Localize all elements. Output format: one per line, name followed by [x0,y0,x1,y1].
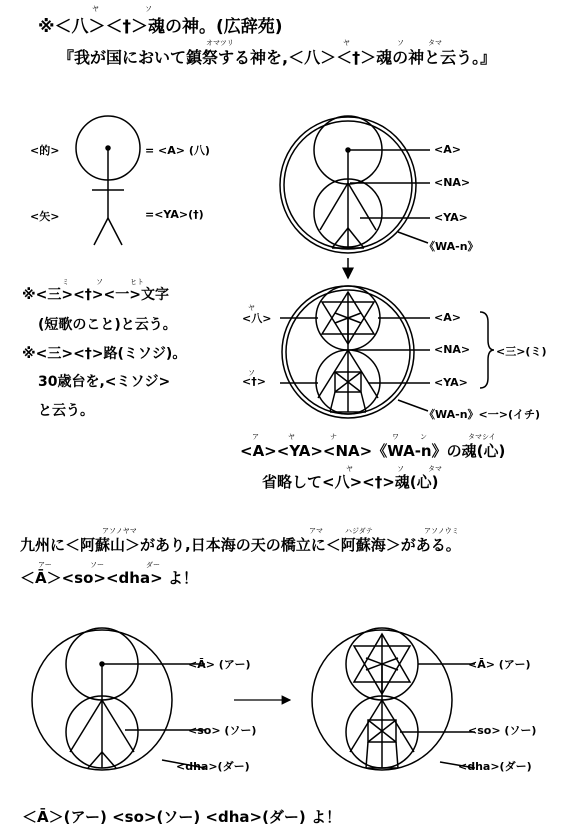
fig2-label-na: <NA> [434,176,471,189]
fig3-bottom-label: 《WA-n》<一>(イチ) [424,408,541,421]
summary-line1: <A><YA><NA>《WA-n》の魂(心) [240,442,506,460]
header-line1: ※＜八＞＜†＞魂の神。(広辞苑) [38,17,283,37]
adha-figure [32,628,205,770]
sum-ruby-ya: ヤ [288,433,295,441]
kyu-ruby-aa: アー [38,561,52,569]
fig3-label-a: <A> [434,311,461,324]
fig1-label-arrow: <矢> [30,210,60,223]
adha-star-figure [312,628,475,770]
fig2-label-a: <A> [434,143,461,156]
fig1-label-ya: =<YA>(†) [145,208,204,221]
sum-ruby-tamashii: タマシイ [468,433,496,441]
kyu-ruby-ama: アマ [309,527,323,535]
sum-ruby-a: ア [252,433,259,441]
fig3-label-dagger: <†> [242,375,266,388]
sum-ruby-wa: ワ [392,433,399,441]
fig4-label-dha: <dha>(ダー) [176,760,250,773]
fig1-label-a: = <A> (八) [145,144,210,157]
note-line4: 30歳台を,<ミソジ> [38,374,171,390]
note-line3: ※<三><†>路(ミソジ)。 [22,346,187,362]
note-ruby-hito: ヒト [130,278,144,286]
note-line5: と云う。 [38,403,94,419]
fig1-label-target: <的> [30,144,60,157]
sum-ruby-na: ナ [330,433,337,441]
ruby-so: ソ [145,5,152,13]
fig3-label-na: <NA> [434,343,471,356]
note-ruby-so: ソ [96,278,103,286]
kyu-ruby-hajidate: ハジダテ [345,527,373,535]
fig5-label-dha: <dha>(ダー) [458,760,532,773]
fig4-label-aa: <Ā> (アー) [188,658,251,671]
note-line1: ※<三><†><一>文字 [22,287,169,303]
note-line2: (短歌のこと)と云う。 [38,317,177,333]
fig3-label-ya: <YA> [434,376,468,389]
kyu-ruby-asonoumi: アソノウミ [424,527,459,535]
fig5-label-so: <so> (ソー) [468,724,537,737]
ruby-so2: ソ [397,39,404,47]
fig3-brace-label: <三>(ミ) [496,345,547,358]
footer-text: ＜Ā＞(アー) <so>(ソー) <dha>(ダー) よ！ [22,808,342,826]
fig4-label-so: <so> (ソー) [188,724,257,737]
fig3-ruby-so: ソ [248,369,255,377]
kyu-ruby-asonoyama: アソノヤマ [102,527,137,535]
fig2-label-ya: <YA> [434,211,468,224]
fig3-label-eight: <八> [242,312,272,325]
summary-line2: 省略して<八><†>魂(心) [262,473,439,491]
sum-ruby-n: ン [420,433,427,441]
stick-figure [76,116,140,245]
fig5-label-aa: <Ā> (アー) [468,658,531,671]
ruby-ya: ヤ [92,5,99,13]
header-line2: 『我が国において鎮祭する神を,＜八＞＜†＞魂の神と云う。』 [58,48,497,67]
ruby-omatsuri: オマツリ [206,39,234,47]
sum2-ruby-so: ソ [397,465,404,473]
ruby-ya2: ヤ [343,39,350,47]
ruby-tama: タマ [428,39,442,47]
kyu-ruby-daa: ダー [146,561,160,569]
fig2-label-wan: 《WA-n》 [424,240,479,253]
kyushu-line2: ＜Ā＞<so><dha> よ！ [20,569,198,587]
kyushu-line1: 九州に＜阿蘇山＞があり,日本海の天の橋立に＜阿蘇海＞がある。 [20,536,461,554]
sum2-ruby-ya: ヤ [346,465,353,473]
wan-circle-figure [280,116,430,253]
sum2-ruby-tama: タマ [428,465,442,473]
fig3-ruby-ya: ヤ [248,304,255,312]
note-ruby-mi: ミ [62,278,69,286]
kyu-ruby-soo: ソー [90,561,104,569]
